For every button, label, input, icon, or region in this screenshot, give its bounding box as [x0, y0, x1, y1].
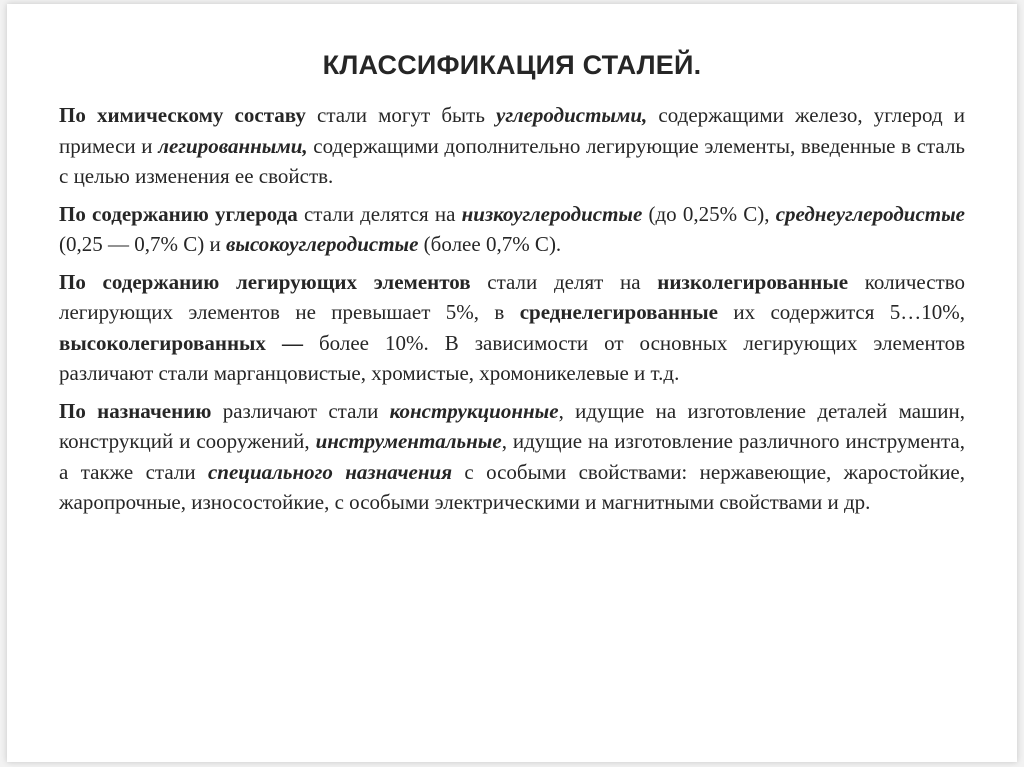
- text: (0,25 — 0,7% С) и: [59, 232, 226, 256]
- slide: [7, 4, 1017, 762]
- paragraph-chemical-composition: [59, 100, 965, 192]
- text: содержащими дополнительно легирующие элементы, введенные в сталь с целью изменения ее свойств.: [59, 133, 965, 188]
- slide-title: КЛАССИФИКАЦИЯ СТАЛЕЙ.: [322, 50, 702, 80]
- term-medium-alloy: среднелегированные: [519, 300, 718, 324]
- text: , идущие на изготовление различного инструмента, а также стали: [59, 429, 966, 484]
- paragraph-carbon-content: [59, 199, 965, 260]
- term-carbon-steels: углеродистыми,: [496, 103, 648, 127]
- text: их содержится 5…10%,: [717, 300, 965, 324]
- term-tool: инструментальные: [315, 429, 502, 453]
- paragraph-alloy-content: [59, 267, 965, 389]
- term-purpose: По назначению: [59, 398, 212, 423]
- text: (до 0,25% С),: [642, 201, 776, 226]
- text: стали делятся на: [297, 201, 462, 226]
- paragraph-purpose: [59, 396, 965, 518]
- term-chemical-composition: По химическому составу: [59, 103, 306, 127]
- term-high-alloy: высоколегированных —: [59, 330, 303, 355]
- text: более 10%. В зависимости от основных легирующих элементов различают стали марганцовистые, хромистые, хромоникелевые и т.д.: [59, 330, 965, 385]
- text: различают стали: [211, 398, 390, 423]
- term-low-alloy: низколегированные: [657, 269, 849, 294]
- text: , идущие на изготовление деталей машин, конструкций и сооружений,: [59, 398, 965, 453]
- term-structural: конструкционные: [389, 398, 559, 423]
- text: содержащими железо, углерод и примеси и: [59, 103, 965, 158]
- term-special-purpose: специального назначения: [207, 459, 453, 484]
- text: количество легирующих элементов не превышает 5%, в: [59, 269, 966, 324]
- slide-body: [59, 100, 965, 525]
- text: (более 0,7% С).: [418, 232, 562, 256]
- term-high-carbon: высокоуглеродистые: [225, 232, 419, 256]
- text: с особыми свойствами: нержавеющие, жаростойкие, жаропрочные, износостойкие, с особыми электрическими и магнитными свойствами и др.: [59, 459, 966, 514]
- term-low-carbon: низкоуглеродистые: [461, 201, 643, 226]
- term-alloy-content: По содержанию легирующих элементов: [59, 269, 471, 294]
- term-carbon-content: По содержанию углерода: [59, 201, 298, 226]
- text: стали могут быть: [305, 103, 497, 127]
- text: стали делят на: [470, 269, 658, 294]
- term-alloyed-steels: легированными,: [158, 133, 308, 158]
- term-medium-carbon: среднеуглеродистые: [775, 201, 965, 226]
